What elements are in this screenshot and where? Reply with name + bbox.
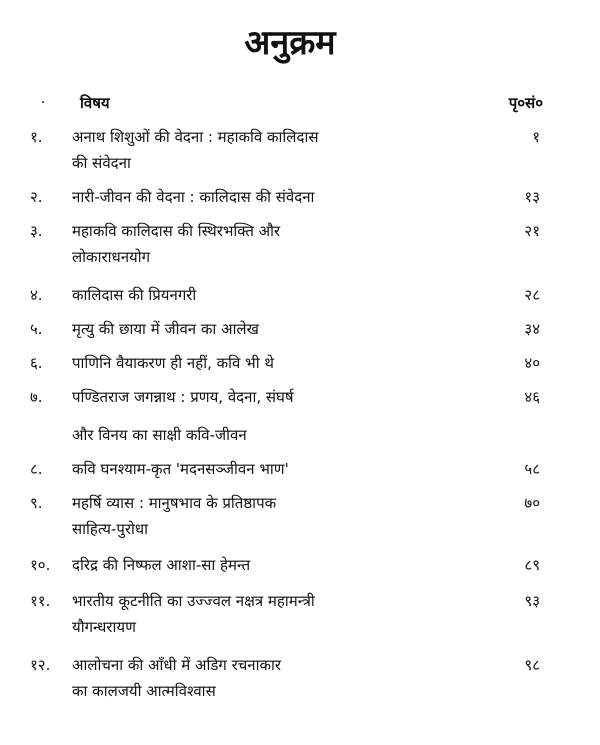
entry-title [72, 384, 462, 448]
entry-title [72, 218, 462, 270]
entry-page-number: ९८ [524, 656, 540, 674]
entry-title-line: कवि घनश्याम-कृत 'मदनसञ्जीवन भाण' [72, 460, 289, 478]
entry-title-line: भारतीय कूटनीति का उज्ज्वल नक्षत्र महामन्त्री [72, 592, 315, 610]
entry-number: १२. [30, 656, 51, 674]
entry-title [72, 588, 462, 640]
entry-title [72, 350, 462, 376]
entry-title-line: महर्षि व्यास : मानुषभाव के प्रतिष्ठापक [72, 494, 277, 512]
entry-number: ४. [30, 286, 43, 304]
toc-entry [0, 316, 600, 342]
table-of-contents [0, 124, 600, 704]
entry-number: ५. [30, 320, 43, 338]
toc-entry [0, 490, 600, 542]
toc-entry [0, 652, 600, 704]
entry-title [72, 316, 462, 342]
toc-entry [0, 350, 600, 376]
entry-page-number: १३ [524, 188, 540, 206]
entry-title-line: महाकवि कालिदास की स्थिरभक्ति और [72, 222, 281, 240]
entry-title-line: का कालजयी आत्मविश्वास [72, 682, 216, 700]
entry-title-line: मृत्यु की छाया में जीवन का आलेख [72, 320, 259, 338]
entry-title-line: पाणिनि वैयाकरण ही नहीं, कवि भी थे [72, 354, 274, 372]
entry-title-line: कालिदास की प्रियनगरी [72, 286, 197, 304]
entry-title-line: यौगन्धरायण [72, 618, 136, 636]
toc-entry [0, 282, 600, 308]
entry-title-line: और विनय का साक्षी कवि-जीवन [72, 426, 247, 444]
toc-entry [0, 218, 600, 270]
toc-entry [0, 384, 600, 448]
entry-page-number: ४६ [524, 388, 540, 406]
toc-entry [0, 124, 600, 176]
entry-number: ११. [30, 592, 51, 610]
entry-title [72, 490, 462, 542]
entry-page-number: ५८ [524, 460, 540, 478]
entry-page-number: २१ [524, 222, 540, 240]
page-number-column-header: पृ०सं० [508, 94, 543, 112]
entry-title-line: साहित्य-पुरोधा [72, 520, 148, 538]
entry-page-number: ९३ [524, 592, 540, 610]
entry-page-number: ८९ [524, 556, 540, 574]
entry-title [72, 552, 462, 578]
entry-title [72, 652, 462, 704]
entry-number: १०. [30, 556, 51, 574]
entry-page-number: ४० [524, 354, 540, 372]
entry-title [72, 282, 462, 308]
entry-number: १. [30, 128, 43, 146]
entry-title-line: पण्डितराज जगन्नाथ : प्रणय, वेदना, संघर्ष [72, 388, 294, 406]
entry-page-number: ३४ [524, 320, 540, 338]
entry-title-line: आलोचना की आँधी में अडिग रचनाकार [72, 656, 282, 674]
toc-entry [0, 456, 600, 482]
entry-title-line: दरिद्र की निष्फल आशा-सा हेमन्त [72, 556, 251, 574]
entry-number: ७. [30, 388, 43, 406]
entry-page-number: ७० [524, 494, 540, 512]
entry-title-line: की संवेदना [72, 154, 131, 172]
entry-number: ९. [30, 494, 43, 512]
entry-title [72, 184, 462, 210]
entry-page-number: २८ [524, 286, 540, 304]
column-header-row [0, 93, 600, 117]
entry-number: २. [30, 188, 43, 206]
toc-entry [0, 552, 600, 578]
entry-title [72, 124, 462, 176]
entry-number: ३. [30, 222, 43, 240]
entry-title-line: लोकाराधनयोग [72, 248, 151, 266]
entry-title [72, 456, 462, 482]
subject-column-header: विषय [80, 94, 110, 112]
entry-number: ८. [30, 460, 43, 478]
page-title: अनुक्रम [244, 23, 336, 63]
toc-entry [0, 184, 600, 210]
toc-entry [0, 588, 600, 640]
entry-title-line: नारी-जीवन की वेदना : कालिदास की संवेदना [72, 188, 315, 206]
entry-number: ६. [30, 354, 43, 372]
entry-title-line: अनाथ शिशुओं की वेदना : महाकवि कालिदास [72, 128, 319, 146]
entry-page-number: १ [532, 128, 540, 146]
stray-mark [42, 101, 44, 103]
